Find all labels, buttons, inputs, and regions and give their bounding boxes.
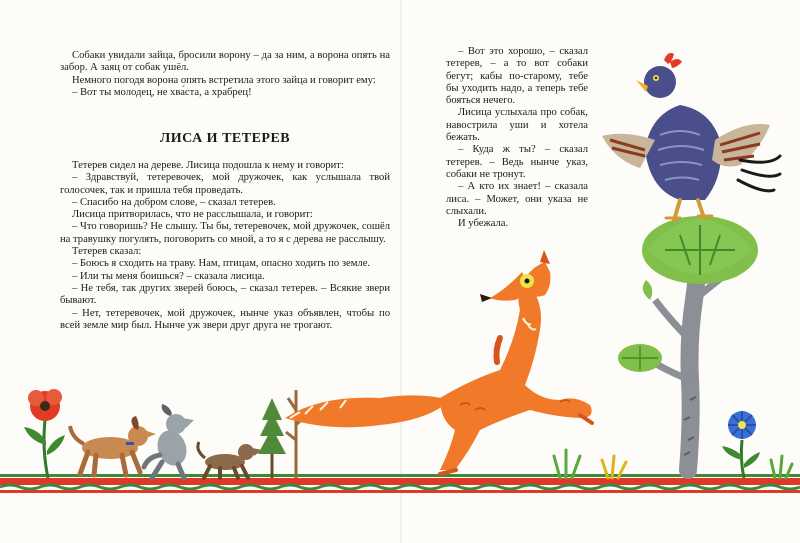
paragraph: – Или ты меня боишься? – сказала лисица.: [72, 270, 265, 282]
pine-tree-icon: [258, 398, 286, 478]
paragraph: – Не тебя, так других зверей боюсь, – сказал тетерев. – Всякие звери бывают.: [60, 282, 390, 307]
story-title: ЛИСА И ТЕТЕРЕВ: [159, 131, 291, 146]
paragraph: Собаки увидали зайца, бросили ворону – да за ним, а ворона опять на забор. А заяц от собак ушёл.: [60, 50, 390, 74]
blue-flower-icon: [722, 411, 760, 478]
dog-icon: [198, 442, 262, 478]
ground-border: [0, 474, 800, 493]
red-flower-icon: [24, 389, 65, 478]
paragraph: Немного погодя ворона опять встретила этого зайца и говорит ему:: [72, 74, 376, 86]
paragraph: – Вот ты молодец, не хва́ста, а храбрец!: [72, 86, 252, 98]
paragraph: И убежала.: [458, 218, 509, 230]
paragraph: Лисица притворилась, что не расслышала, и говорит:: [72, 209, 313, 221]
fox-icon: [285, 250, 592, 474]
paragraph: – А кто их знает! – сказала лиса. – Может, они указа не слыхали.: [446, 181, 588, 217]
paragraph: – Что говоришь? Не слышу. Ты бы, тетеревочек, мой дружочек, сошёл на травушку погулять, поговорить со мной, а то я с дерева не расслышу.: [60, 221, 390, 245]
bare-tree-icon: [286, 390, 306, 478]
paragraph: Тетерев сидел на дереве. Лисица подошла к нему и говорит:: [72, 160, 344, 171]
bird-icon: [602, 53, 780, 220]
paragraph: – Спасибо на добром слове, – сказал тетерев.: [72, 196, 276, 208]
paragraph: Тетерев сказал:: [72, 246, 142, 258]
paragraph: – Нет, тетеревочек, мой дружочек, нынче указ объявлен, чтобы по всей земле мир был. Нынче уж звери друг друга не трогают.: [60, 307, 390, 331]
paragraph: – Вот это хорошо, – сказал тетерев, – а то вот собаки бегут; кабы по-старому, тебе бы уходить надо, а теперь тебе бояться нечего.: [446, 46, 588, 107]
dog-icon: [144, 404, 194, 478]
paragraph: – Куда ж ты? – сказал тетерев. – Ведь нынче указ, собаки не тронут.: [446, 144, 588, 180]
paragraph: Лисица услыхала про собак, навострила уши и хотела бежать.: [446, 107, 588, 144]
paragraph: – Боюсь я сходить на траву. Нам, птицам, опасно ходить по земле.: [72, 258, 371, 270]
paragraph: – Здравствуй, тетеревочек, мой дружочек, как услышала твой голосочек, так и пришла тебя проведать.: [60, 172, 390, 196]
